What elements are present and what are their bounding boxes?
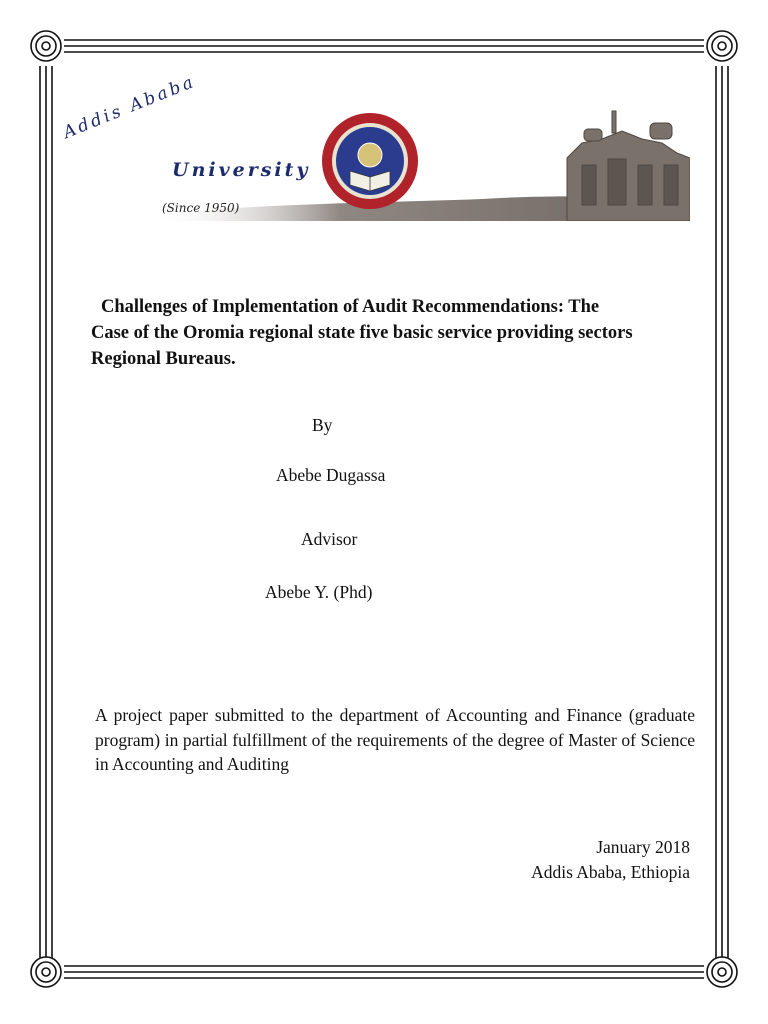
banner-graphic: [62, 103, 690, 221]
advisor-label: Advisor: [301, 529, 358, 549]
university-banner: [60, 71, 690, 221]
thesis-title: [91, 294, 701, 372]
submission-date: January 2018: [596, 837, 690, 857]
title-line-1: Challenges of Implementation of Audit Recommendations: The: [101, 297, 600, 317]
submission-statement: A project paper submitted to the department of Accounting and Finance (graduate program) in partial fulfillment of the requirements of the degree of Master of Science in Accounting and Auditing: [95, 705, 695, 774]
by-label: By: [312, 415, 333, 435]
corner-ornament-top-left: [31, 31, 61, 61]
corner-ornament-top-right: [707, 31, 737, 61]
corner-ornament-bottom-right: [707, 957, 737, 987]
title-line-3: Regional Bureaus.: [91, 349, 236, 369]
title-line-2: Case of the Oromia regional state five basic service providing sectors: [91, 323, 633, 343]
corner-ornament-bottom-left: [31, 957, 61, 987]
logo-line-1: Addis Ababa: [60, 71, 199, 143]
advisor-name: Abebe Y. (Phd): [265, 582, 373, 602]
logo-line-2: University: [172, 159, 311, 181]
submission-place: Addis Ababa, Ethiopia: [531, 862, 690, 882]
logo-since: (Since 1950): [162, 201, 240, 215]
author-name: Abebe Dugassa: [276, 465, 386, 485]
building-icon: [567, 111, 690, 221]
university-seal-icon: [322, 113, 418, 209]
